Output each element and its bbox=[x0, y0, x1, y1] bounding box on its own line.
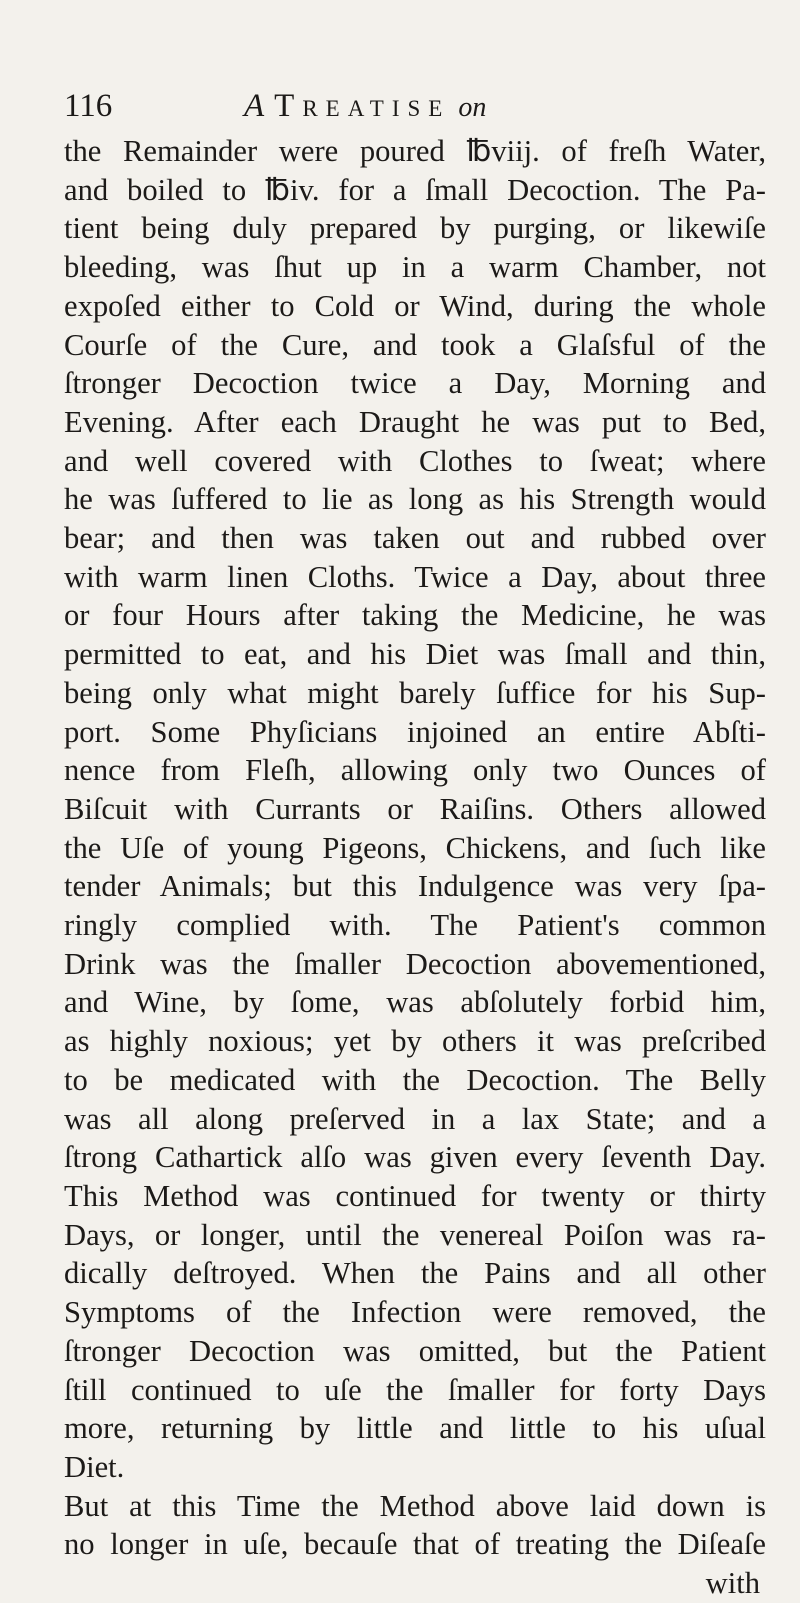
text-line: bleeding, was ſhut up in a warm Chamber, not bbox=[64, 250, 766, 285]
text-line: Evening. After each Draught he was put to Bed, bbox=[64, 404, 766, 439]
text-line: tender Animals; but this Indulgence was very ſpa- bbox=[64, 869, 766, 904]
text-line: permitted to eat, and his Diet was ſmall and thin, bbox=[64, 637, 766, 672]
text-line: Courſe of the Cure, and took a Glaſsful of the bbox=[64, 327, 766, 362]
text-line: and Wine, by ſome, was abſolutely forbid him, bbox=[64, 985, 766, 1020]
text-line: dically deſtroyed. When the Pains and all other bbox=[64, 1256, 766, 1291]
body-text bbox=[64, 132, 766, 1603]
text-line: ringly complied with. The Patient's common bbox=[64, 908, 766, 943]
text-line: and well covered with Clothes to ſweat; where bbox=[64, 443, 766, 478]
text-line: the Uſe of young Pigeons, Chickens, and ſuch like bbox=[64, 830, 766, 865]
text-line: Biſcuit with Currants or Raiſins. Others allowed bbox=[64, 791, 766, 826]
text-line: This Method was continued for twenty or thirty bbox=[64, 1178, 766, 1213]
text-line: Symptoms of the Infection were removed, the bbox=[64, 1295, 766, 1330]
text-line: Diet. bbox=[64, 1449, 125, 1484]
text-line: port. Some Phyſicians injoined an entire Abſti- bbox=[64, 714, 766, 749]
text-line: to be medicated with the Decoction. The Belly bbox=[64, 1062, 766, 1097]
text-line: or four Hours after taking the Medicine, he was bbox=[64, 598, 766, 633]
text-line: ſtronger Decoction twice a Day, Morning and bbox=[64, 366, 766, 401]
text-line: and boiled to ℔iv. for a ſmall Decoction. The Pa- bbox=[64, 172, 766, 207]
text-line: ſtill continued to uſe the ſmaller for forty Days bbox=[64, 1372, 766, 1407]
running-title-lead: A bbox=[244, 88, 265, 124]
running-title-main: Treatise bbox=[274, 88, 451, 124]
text-line: the Remainder were poured ℔viij. of freſh Water, bbox=[64, 134, 766, 168]
text-line: being only what might barely ſuffice for his Sup- bbox=[64, 675, 766, 710]
text-line: more, returning by little and little to his uſual bbox=[64, 1411, 766, 1446]
text-line: nence from Fleſh, allowing only two Ounces of bbox=[64, 753, 766, 788]
text-line: was all along preſerved in a lax State; and a bbox=[64, 1101, 766, 1136]
text-line: no longer in uſe, becauſe that of treating the Diſeaſe bbox=[64, 1527, 766, 1562]
running-title bbox=[244, 86, 486, 128]
text-line: he was ſuffered to lie as long as his Strength would bbox=[64, 482, 766, 517]
text-line: tient being duly prepared by purging, or likewiſe bbox=[64, 211, 766, 246]
text-line: Days, or longer, until the venereal Poiſon was ra- bbox=[64, 1217, 766, 1252]
text-line: expoſed either to Cold or Wind, during the whole bbox=[64, 288, 766, 323]
text-line: bear; and then was taken out and rubbed over bbox=[64, 521, 766, 556]
text-line: Drink was the ſmaller Decoction abovementioned, bbox=[64, 946, 766, 981]
text-line: ſtronger Decoction was omitted, but the Patient bbox=[64, 1333, 766, 1368]
text-line: ſtrong Cathartick alſo was given every ſeventh Day. bbox=[64, 1140, 766, 1175]
running-head bbox=[64, 86, 760, 126]
page-number: 116 bbox=[64, 88, 113, 124]
text-line: with warm linen Cloths. Twice a Day, about three bbox=[64, 559, 766, 594]
running-title-tail: on bbox=[458, 92, 487, 123]
catchword: with bbox=[705, 1566, 760, 1601]
text-line: But at this Time the Method above laid down is bbox=[64, 1488, 766, 1523]
text-line: as highly noxious; yet by others it was preſcribed bbox=[64, 1024, 766, 1059]
